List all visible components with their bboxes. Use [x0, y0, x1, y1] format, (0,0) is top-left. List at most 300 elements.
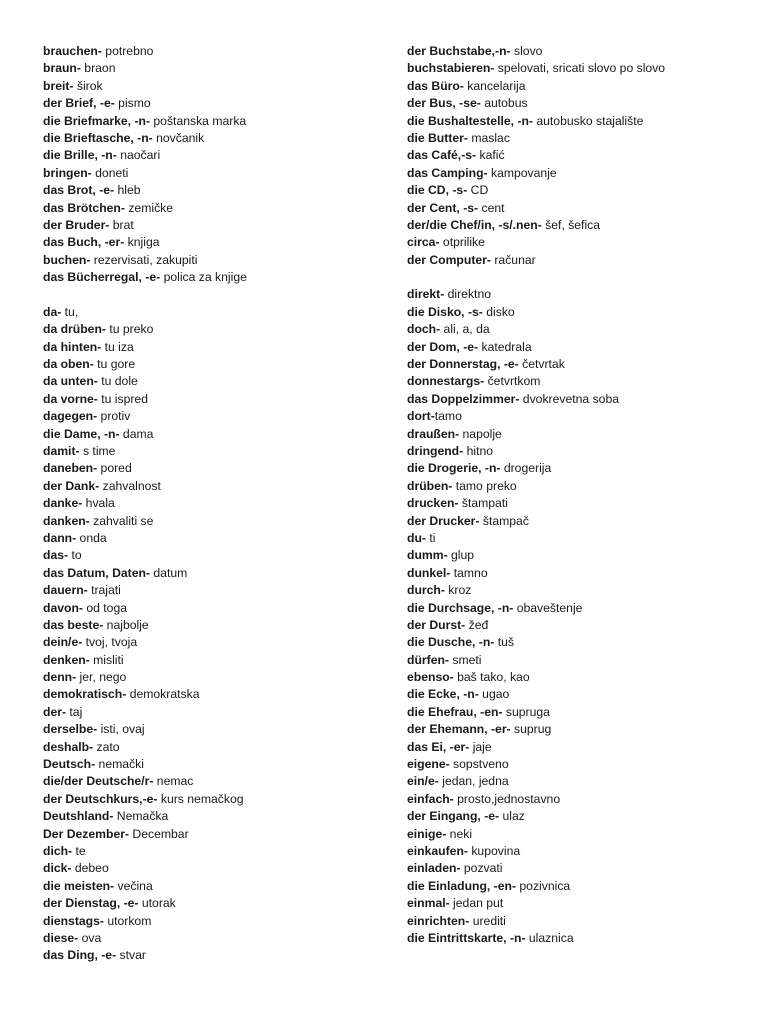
translation: misliti — [89, 652, 124, 667]
vocab-entry — [407, 408, 757, 425]
translation: onda — [76, 530, 107, 545]
vocab-entry — [407, 43, 757, 60]
vocab-entry — [43, 895, 383, 912]
german-term: das beste- — [43, 617, 104, 632]
vocab-entry — [43, 947, 383, 964]
vocab-entry — [407, 217, 757, 234]
translation: jedan put — [449, 896, 504, 911]
german-term: derselbe- — [43, 722, 98, 737]
translation: glup — [447, 548, 475, 563]
vocab-entry — [43, 356, 383, 373]
german-term: breit- — [43, 78, 74, 93]
translation: kancelarija — [463, 78, 526, 93]
german-term: Deutsch- — [43, 757, 96, 772]
german-term: direkt- — [407, 287, 445, 302]
vocab-entry — [43, 200, 383, 217]
vocab-entry — [407, 443, 757, 460]
vocab-entry — [407, 756, 757, 773]
translation: štampati — [458, 496, 508, 511]
german-term: danke- — [43, 496, 83, 511]
vocab-entry — [407, 60, 757, 77]
left-column — [43, 43, 383, 965]
vocab-entry — [407, 565, 757, 582]
vocab-entry — [407, 495, 757, 512]
german-term: die Einladung, -en- — [407, 878, 517, 893]
german-term: einkaufen- — [407, 843, 468, 858]
german-term: der Brief, -e- — [43, 96, 115, 111]
german-term: das Ding, -e- — [43, 948, 117, 963]
german-term: buchstabieren- — [407, 61, 495, 76]
german-term: Deutshland- — [43, 809, 114, 824]
german-term: das Brötchen- — [43, 200, 125, 215]
vocab-entry — [43, 634, 383, 651]
german-term: davon- — [43, 600, 83, 615]
vocab-entry — [43, 756, 383, 773]
german-term: deshalb- — [43, 739, 94, 754]
vocab-entry — [43, 704, 383, 721]
vocab-entry — [43, 808, 383, 825]
right-column — [407, 43, 757, 947]
german-term: damit- — [43, 443, 80, 458]
translation: od toga — [82, 600, 128, 615]
german-term: das Buch, -er- — [43, 235, 125, 250]
german-term: Der Dezember- — [43, 826, 130, 841]
translation: Nemačka — [113, 809, 169, 824]
german-term: denn- — [43, 670, 77, 685]
german-term: der Durst- — [407, 617, 466, 632]
translation: ali, a, da — [440, 322, 490, 337]
german-term: der Cent, -s- — [407, 200, 479, 215]
translation: datum — [150, 565, 188, 580]
group-spacer — [407, 269, 757, 286]
german-term: einige- — [407, 826, 447, 841]
german-term: ein/e- — [407, 774, 439, 789]
translation: urediti — [469, 913, 506, 928]
vocab-entry — [407, 617, 757, 634]
translation: drogerija — [500, 461, 552, 476]
german-term: du- — [407, 530, 426, 545]
vocab-entry — [407, 600, 757, 617]
vocab-entry — [407, 913, 757, 930]
vocab-entry — [407, 113, 757, 130]
translation: zemičke — [124, 200, 174, 215]
vocab-entry — [43, 113, 383, 130]
german-term: die Brille, -n- — [43, 148, 117, 163]
vocab-entry — [407, 460, 757, 477]
translation: stvar — [116, 948, 146, 963]
vocab-entry — [43, 686, 383, 703]
german-term: dauern- — [43, 583, 88, 598]
vocab-entry — [43, 582, 383, 599]
translation: brat — [109, 217, 134, 232]
right-group-d-e — [407, 286, 757, 947]
translation: računar — [490, 252, 536, 267]
german-term: durch- — [407, 583, 445, 598]
translation: maslac — [467, 130, 510, 145]
vocab-entry — [407, 200, 757, 217]
german-term: der Dom, -e- — [407, 339, 479, 354]
translation: protiv — [97, 409, 131, 424]
german-term: eigene- — [407, 757, 450, 772]
translation: najbolje — [103, 617, 149, 632]
vocab-entry — [407, 721, 757, 738]
translation: kupovina — [467, 843, 521, 858]
translation: to — [68, 548, 82, 563]
german-term: das Café,-s- — [407, 148, 477, 163]
german-term: die Brieftasche, -n- — [43, 130, 153, 145]
vocab-entry — [43, 269, 383, 286]
translation: jedan, jedna — [438, 774, 509, 789]
german-term: einfach- — [407, 791, 454, 806]
german-term: danken- — [43, 513, 90, 528]
vocab-entry — [43, 408, 383, 425]
vocab-entry — [407, 165, 757, 182]
vocab-entry — [407, 147, 757, 164]
vocab-entry — [43, 426, 383, 443]
right-group-b-c — [407, 43, 757, 269]
german-term: da- — [43, 304, 62, 319]
vocab-entry — [43, 721, 383, 738]
vocab-entry — [43, 43, 383, 60]
vocab-entry — [43, 78, 383, 95]
translation: supruga — [502, 704, 550, 719]
translation: četvrtkom — [484, 374, 541, 389]
vocab-entry — [407, 895, 757, 912]
translation: demokratska — [126, 687, 200, 702]
translation: tu iza — [101, 339, 134, 354]
german-term: der Computer- — [407, 252, 491, 267]
translation: poštanska marka — [150, 113, 247, 128]
translation: cent — [478, 200, 505, 215]
german-term: brauchen- — [43, 44, 102, 58]
german-term: dienstags- — [43, 913, 104, 928]
vocab-entry — [407, 252, 757, 269]
vocab-entry — [407, 773, 757, 790]
vocab-entry — [43, 878, 383, 895]
vocab-entry — [407, 669, 757, 686]
german-term: der Donnerstag, -e- — [407, 357, 519, 372]
translation: hitno — [463, 443, 494, 458]
vocab-entry — [407, 582, 757, 599]
vocab-entry — [43, 165, 383, 182]
translation: te — [72, 843, 86, 858]
vocab-entry — [407, 530, 757, 547]
left-group-b — [43, 43, 383, 286]
german-term: die Drogerie, -n- — [407, 461, 501, 476]
translation: baš tako, kao — [453, 670, 530, 685]
vocab-entry — [407, 930, 757, 947]
german-term: dich- — [43, 843, 73, 858]
vocab-entry — [43, 617, 383, 634]
translation: tvoj, tvoja — [82, 635, 138, 650]
translation: pismo — [114, 96, 151, 111]
translation: večina — [114, 878, 153, 893]
translation: tu dole — [97, 374, 138, 389]
vocab-entry — [43, 147, 383, 164]
vocab-entry — [407, 304, 757, 321]
vocab-entry — [407, 634, 757, 651]
vocab-entry — [43, 234, 383, 251]
vocab-entry — [407, 547, 757, 564]
vocab-entry — [43, 860, 383, 877]
translation: zato — [93, 739, 120, 754]
translation: isti, ovaj — [97, 722, 145, 737]
german-term: dringend- — [407, 443, 464, 458]
vocab-entry — [43, 669, 383, 686]
translation: braon — [80, 61, 116, 76]
german-term: doch- — [407, 322, 441, 337]
german-term: denken- — [43, 652, 90, 667]
vocab-entry — [43, 600, 383, 617]
vocab-entry — [407, 373, 757, 390]
vocab-entry — [407, 321, 757, 338]
german-term: daneben- — [43, 461, 98, 476]
translation: ugao — [478, 687, 510, 702]
german-term: das Büro- — [407, 78, 464, 93]
translation: tamno — [450, 565, 488, 580]
german-term: der- — [43, 704, 67, 719]
vocab-entry — [43, 739, 383, 756]
german-term: donnestargs- — [407, 374, 485, 389]
translation: nemac — [153, 774, 194, 789]
translation: kafić — [476, 148, 505, 163]
vocab-entry — [407, 860, 757, 877]
vocab-entry — [407, 808, 757, 825]
german-term: die Briefmarke, -n- — [43, 113, 151, 128]
vocab-entry — [407, 286, 757, 303]
german-term: buchen- — [43, 252, 91, 267]
translation: tuš — [494, 635, 515, 650]
german-term: ebenso- — [407, 670, 454, 685]
german-term: das Brot, -e- — [43, 183, 115, 198]
translation: tamo — [434, 409, 462, 424]
german-term: die Dame, -n- — [43, 426, 120, 441]
vocab-entry — [407, 652, 757, 669]
vocab-entry — [43, 95, 383, 112]
vocab-entry — [43, 321, 383, 338]
german-term: die Ecke, -n- — [407, 687, 479, 702]
german-term: einladen- — [407, 861, 461, 876]
translation: tu preko — [105, 322, 154, 337]
translation: hleb — [114, 183, 141, 198]
vocab-entry — [407, 426, 757, 443]
vocab-entry — [43, 60, 383, 77]
german-term: der Dienstag, -e- — [43, 896, 139, 911]
german-term: das Bücherregal, -e- — [43, 270, 161, 285]
vocab-entry — [407, 826, 757, 843]
translation: žeđ — [465, 617, 489, 632]
german-term: bringen- — [43, 165, 92, 180]
translation: debeo — [71, 861, 109, 876]
vocab-entry — [407, 513, 757, 530]
translation: kroz — [444, 583, 472, 598]
translation: rezervisati, zakupiti — [90, 252, 198, 267]
vocab-entry — [407, 878, 757, 895]
translation: štampač — [479, 513, 529, 528]
translation: otprilike — [439, 235, 485, 250]
german-term: der/die Chef/in, -s/.nen- — [407, 217, 542, 232]
german-term: dann- — [43, 530, 77, 545]
translation: zahvalnost — [99, 478, 161, 493]
vocab-entry — [43, 913, 383, 930]
vocab-entry — [407, 686, 757, 703]
translation: CD — [467, 183, 489, 198]
vocab-entry — [407, 704, 757, 721]
translation: suprug — [510, 722, 552, 737]
translation: utorak — [138, 896, 176, 911]
german-term: drüben- — [407, 478, 453, 493]
vocab-entry — [407, 182, 757, 199]
vocab-entry — [407, 391, 757, 408]
translation: jer, nego — [76, 670, 127, 685]
translation: sopstveno — [449, 757, 509, 772]
german-term: der Deutschkurs,-e- — [43, 791, 158, 806]
german-term: dumm- — [407, 548, 448, 563]
german-term: die Durchsage, -n- — [407, 600, 514, 615]
translation: katedrala — [478, 339, 532, 354]
german-term: das Camping- — [407, 165, 488, 180]
translation: spelovati, sricati slovo po slovo — [494, 61, 666, 76]
translation: šef, šefica — [541, 217, 601, 232]
german-term: der Ehemann, -er- — [407, 722, 511, 737]
german-term: die Bushaltestelle, -n- — [407, 113, 533, 128]
translation: prosto,jednostavno — [453, 791, 561, 806]
german-term: demokratisch- — [43, 687, 127, 702]
german-term: braun- — [43, 61, 81, 76]
translation: novčanik — [152, 130, 205, 145]
translation: smeti — [448, 652, 482, 667]
vocab-entry — [43, 826, 383, 843]
translation: taj — [66, 704, 83, 719]
translation: trajati — [87, 583, 121, 598]
vocab-entry — [43, 252, 383, 269]
translation: knjiga — [124, 235, 160, 250]
vocab-entry — [407, 339, 757, 356]
translation: tu, — [61, 304, 79, 319]
translation: ulaznica — [525, 930, 574, 945]
translation: autobus — [480, 96, 528, 111]
vocab-entry — [43, 460, 383, 477]
german-term: das- — [43, 548, 69, 563]
vocab-entry — [407, 739, 757, 756]
german-term: der Drucker- — [407, 513, 480, 528]
translation: jaje — [469, 739, 492, 754]
german-term: dein/e- — [43, 635, 83, 650]
translation: tu gore — [93, 357, 136, 372]
german-term: draußen- — [407, 426, 460, 441]
translation: hvala — [82, 496, 115, 511]
translation: slovo — [510, 44, 543, 58]
german-term: da vorne- — [43, 391, 98, 406]
german-term: das Doppelzimmer- — [407, 391, 520, 406]
german-term: einmal- — [407, 896, 450, 911]
translation: četvrtak — [518, 357, 565, 372]
translation: s time — [79, 443, 116, 458]
german-term: dagegen- — [43, 409, 98, 424]
translation: pozivnica — [516, 878, 571, 893]
vocab-entry — [43, 773, 383, 790]
translation: Decembar — [129, 826, 189, 841]
translation: disko — [482, 304, 515, 319]
german-term: die Eintrittskarte, -n- — [407, 930, 526, 945]
german-term: das Ei, -er- — [407, 739, 470, 754]
vocab-entry — [43, 652, 383, 669]
vocab-entry — [43, 304, 383, 321]
vocab-entry — [407, 791, 757, 808]
german-term: dunkel- — [407, 565, 451, 580]
german-term: der Bus, -se- — [407, 96, 481, 111]
translation: tamo preko — [452, 478, 517, 493]
vocab-entry — [43, 217, 383, 234]
vocab-entry — [43, 373, 383, 390]
translation: naočari — [116, 148, 161, 163]
german-term: diese- — [43, 930, 79, 945]
vocab-entry — [43, 339, 383, 356]
german-term: der Bruder- — [43, 217, 110, 232]
vocab-entry — [407, 478, 757, 495]
german-term: dick- — [43, 861, 72, 876]
vocab-entry — [43, 843, 383, 860]
translation: pozvati — [460, 861, 503, 876]
translation: obaveštenje — [513, 600, 583, 615]
translation: tu ispred — [97, 391, 148, 406]
translation: potrebno — [101, 44, 154, 58]
translation: direktno — [444, 287, 491, 302]
vocab-entry — [407, 356, 757, 373]
group-spacer — [43, 286, 383, 303]
german-term: die/der Deutsche/r- — [43, 774, 154, 789]
translation: zahvaliti se — [89, 513, 154, 528]
vocab-entry — [43, 478, 383, 495]
translation: ulaz — [499, 809, 525, 824]
german-term: die Ehefrau, -en- — [407, 704, 503, 719]
german-term: die CD, -s- — [407, 183, 468, 198]
german-term: da oben- — [43, 357, 94, 372]
translation: kurs nemačkog — [157, 791, 244, 806]
translation: kampovanje — [487, 165, 557, 180]
vocab-entry — [43, 547, 383, 564]
translation: polica za knjige — [160, 270, 247, 285]
vocab-entry — [43, 391, 383, 408]
german-term: die Disko, -s- — [407, 304, 483, 319]
german-term: der Buchstabe,-n- — [407, 44, 511, 58]
translation: dvokrevetna soba — [519, 391, 620, 406]
left-group-d — [43, 304, 383, 965]
german-term: circa- — [407, 235, 440, 250]
translation: dama — [119, 426, 154, 441]
german-term: da unten- — [43, 374, 98, 389]
vocab-entry — [43, 930, 383, 947]
vocab-entry — [43, 130, 383, 147]
german-term: der Dank- — [43, 478, 100, 493]
vocab-entry — [43, 513, 383, 530]
german-term: dort- — [407, 409, 435, 424]
translation: neki — [446, 826, 473, 841]
translation: napolje — [459, 426, 502, 441]
vocab-entry — [407, 130, 757, 147]
vocab-entry — [43, 495, 383, 512]
german-term: dürfen- — [407, 652, 449, 667]
vocab-entry — [407, 78, 757, 95]
german-term: die Butter- — [407, 130, 468, 145]
german-term: das Datum, Daten- — [43, 565, 150, 580]
vocab-entry — [43, 791, 383, 808]
translation: autobusko stajalište — [532, 113, 644, 128]
german-term: einrichten- — [407, 913, 470, 928]
translation: doneti — [91, 165, 129, 180]
vocab-entry — [43, 530, 383, 547]
german-term: die meisten- — [43, 878, 115, 893]
